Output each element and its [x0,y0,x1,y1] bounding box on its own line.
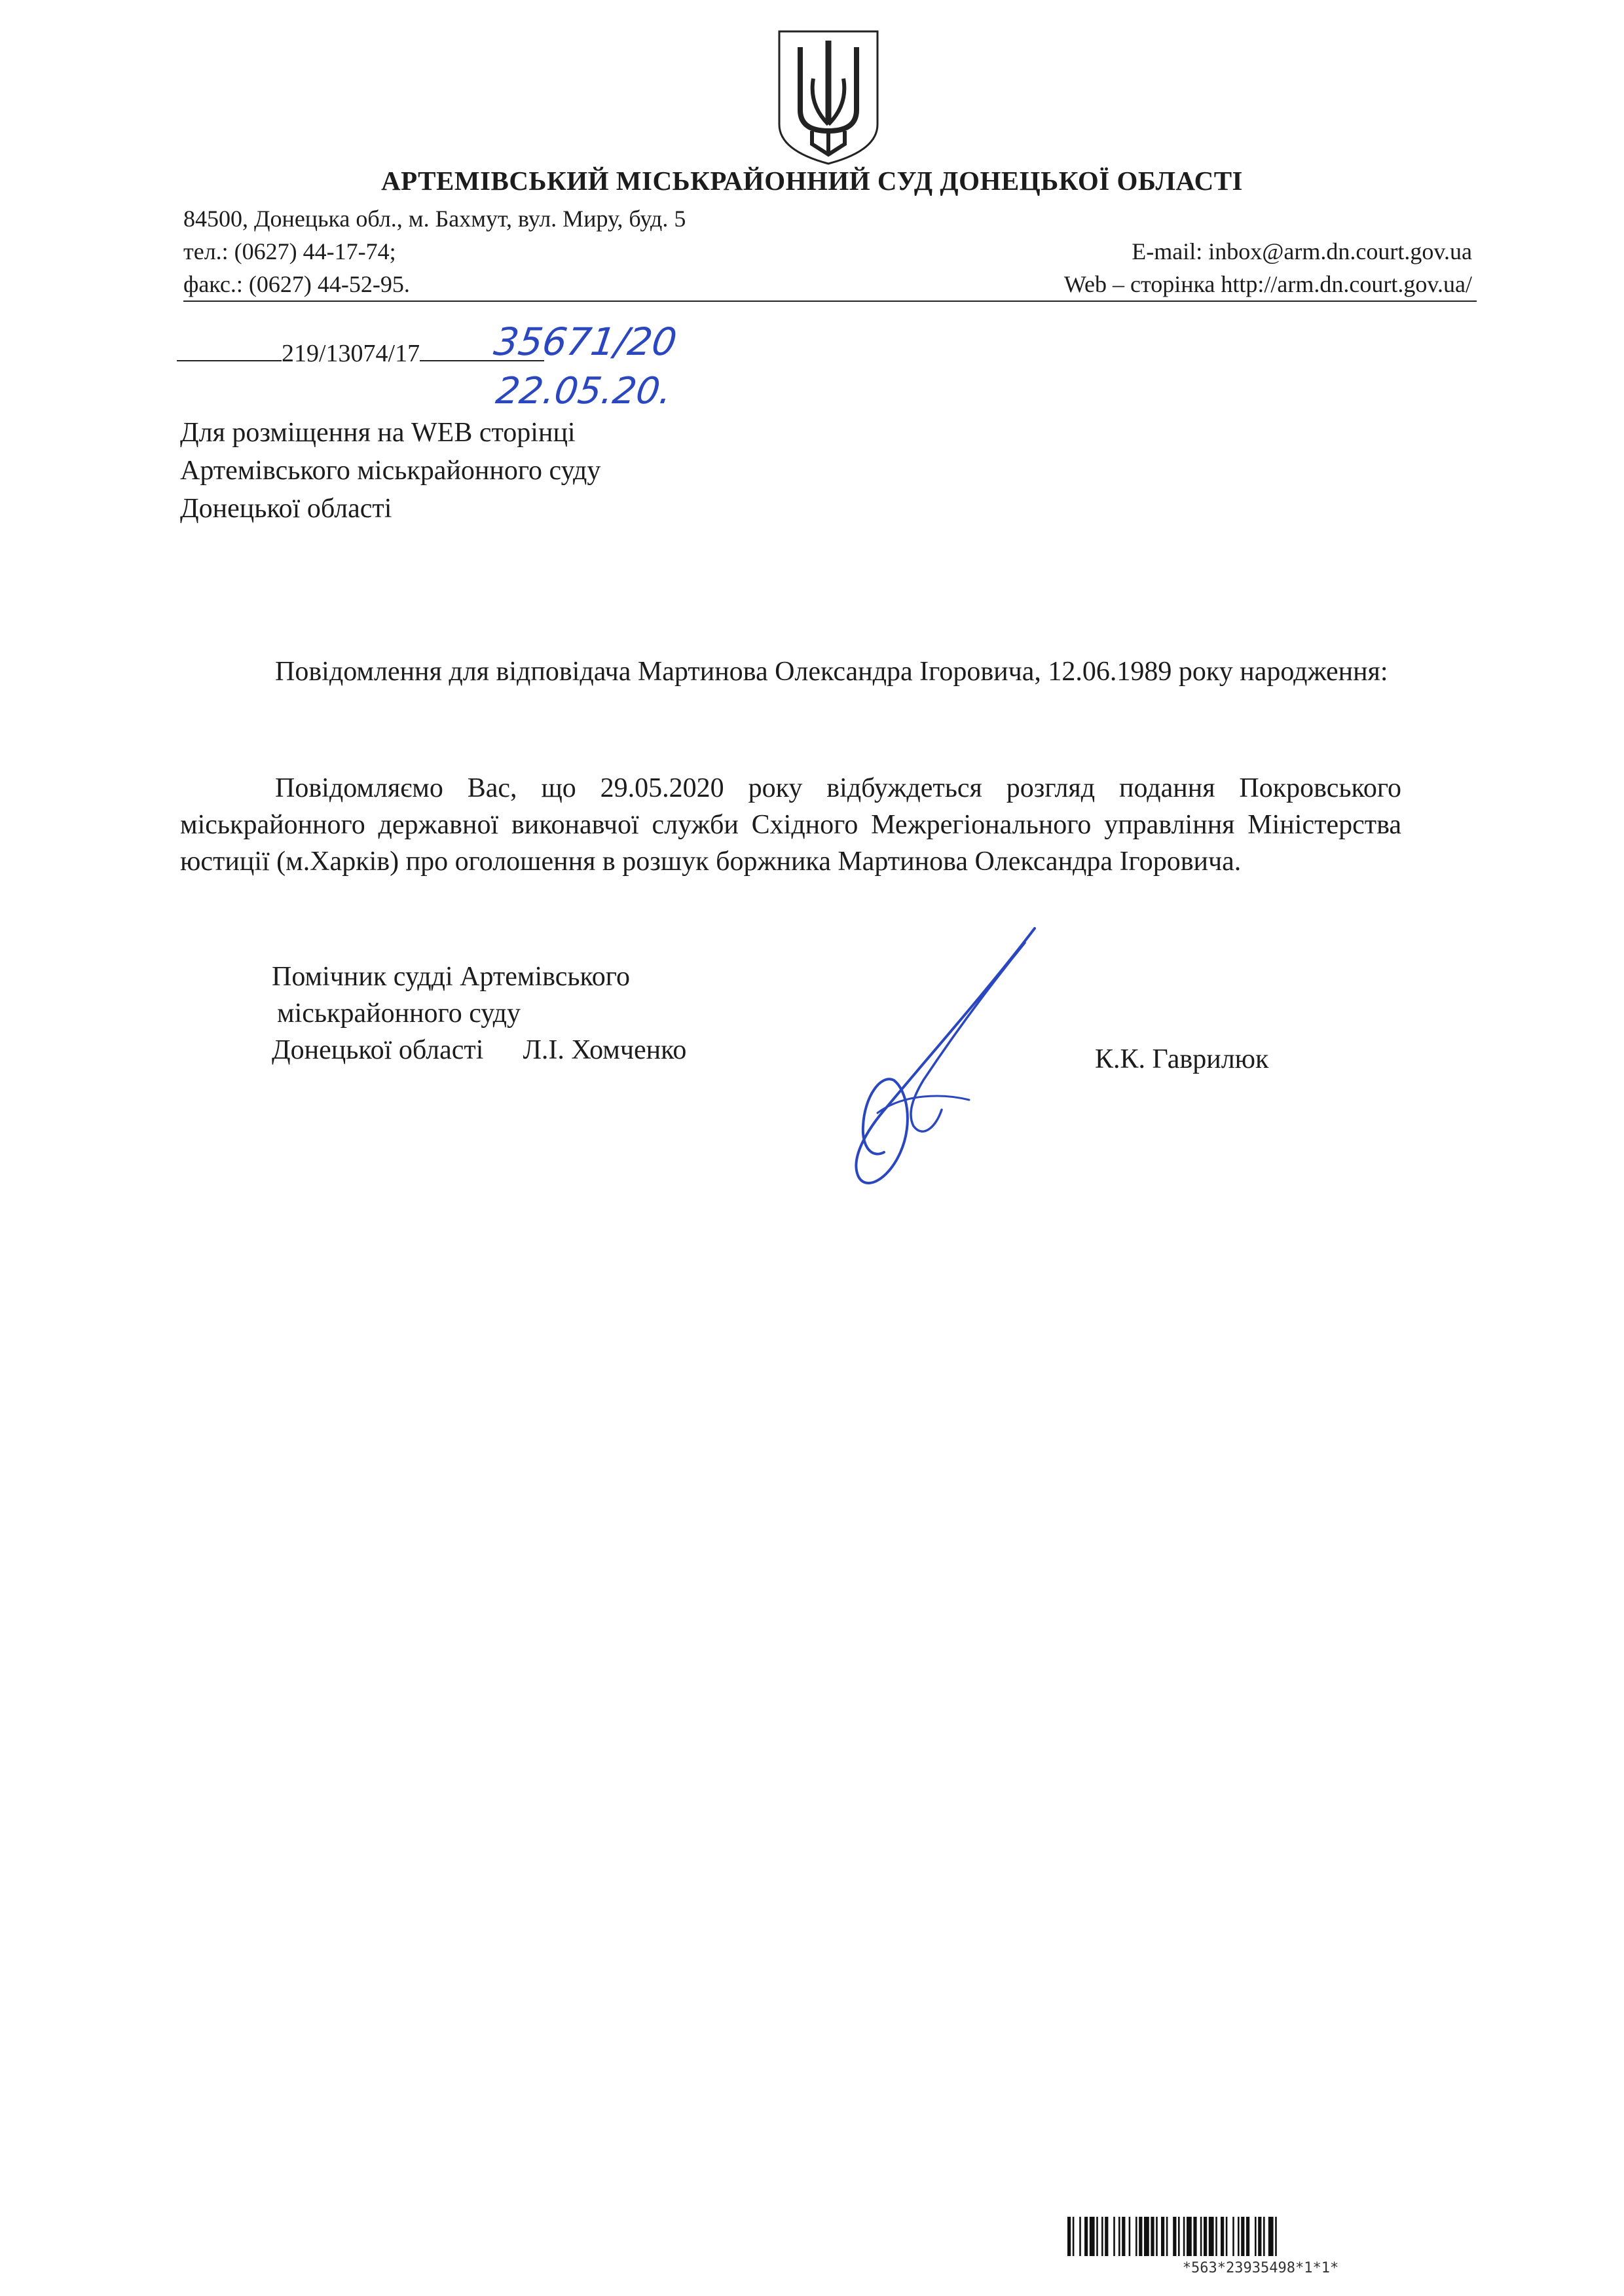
signatory-title-line: Помічник судді Артемівського [272,962,630,992]
notice-body-paragraph: Повідомляємо Вас, що 29.05.2020 року відбуждеться розгляд подання Покровського міськрайонного державної виконавчої служби Східного Межрегіонального управління Міністерства юстиції (м.Харків) про оголошення в розшук боржника Мартинова Олександра Ігоровича. [180,773,1401,877]
barcode-bar [1096,2217,1098,2256]
barcode-bar [1183,2217,1185,2256]
barcode-bar [1193,2217,1196,2256]
barcode-bar [1268,2217,1274,2256]
barcode-bar [1166,2217,1168,2256]
barcode-text: *563*23935498*1*1* [1182,2260,1339,2276]
barcode-bar [1105,2217,1108,2256]
assistant-name: Л.І. Хомченко [523,1035,687,1065]
barcode-bar [1144,2217,1149,2256]
barcode-bar [1073,2217,1075,2256]
barcode-bar [1139,2217,1142,2256]
signer-name: К.К. Гаврилюк [1095,1044,1269,1074]
barcode-bar [1118,2217,1120,2256]
coat-of-arms-icon [773,26,884,167]
barcode-bar [1178,2217,1180,2256]
handwritten-registration-number: 35671/20 [491,319,680,364]
barcode-bar [1275,2217,1277,2256]
barcode-bar [1258,2217,1261,2256]
barcode-bar [1156,2217,1158,2256]
barcode-bar [1113,2217,1115,2256]
barcode-bar [1232,2217,1234,2256]
recipient-line: Артемівського міськрайонного суду [180,456,601,486]
barcode-bar [1079,2217,1081,2256]
barcode-bar [1255,2217,1257,2256]
barcode-bar [1122,2217,1125,2256]
court-phone: тел.: (0627) 44-17-74; [183,238,396,264]
blank-underline [177,360,282,361]
barcode-bar [1101,2217,1103,2256]
barcode-bar [1200,2217,1202,2256]
barcode-bar [1173,2217,1176,2256]
barcode-bar [1209,2217,1214,2256]
barcode [1067,2217,1454,2256]
barcode-bar [1084,2217,1088,2256]
barcode-bar [1187,2217,1192,2256]
barcode-bar [1263,2217,1265,2256]
court-address: 84500, Донецька обл., м. Бахмут, вул. Миру, буд. 5 [183,206,686,232]
header-divider [183,301,1477,302]
signatory-title-line: Донецької області [272,1035,484,1065]
barcode-bar [1215,2217,1217,2256]
barcode-bar [1226,2217,1228,2256]
barcode-bar [1129,2217,1131,2256]
court-fax: факс.: (0627) 44-52-95. [183,271,410,297]
barcode-bar [1090,2217,1095,2256]
handwritten-registration-date: 22.05.20. [493,370,674,412]
outgoing-number-line [177,339,544,368]
recipient-line: Для розміщення на WEB сторінці [180,418,576,448]
court-web: Web – сторінка http://arm.dn.court.gov.ua/ [1063,271,1472,297]
signature-block [272,958,686,1068]
barcode-bar [1204,2217,1207,2256]
handwritten-signature [773,917,1048,1198]
court-name: АРТЕМІВСЬКИЙ МІСЬКРАЙОННИЙ СУД ДОНЕЦЬКОЇ ОБЛАСТІ [380,166,1244,196]
signatory-title-line: міськрайонного суду [277,998,521,1029]
barcode-bar [1161,2217,1164,2256]
recipient-block [180,414,600,528]
outgoing-number: 219/13074/17 [282,340,420,367]
barcode-bar [1151,2217,1154,2256]
barcode-bar [1246,2217,1249,2256]
notice-heading-paragraph: Повідомлення для відповідача Мартинова Олександра Ігоровича, 12.06.1989 року народження: [275,657,1388,687]
recipient-line: Донецької області [180,494,392,524]
barcode-bar [1221,2217,1224,2256]
barcode-bar [1135,2217,1137,2256]
barcode-bar [1241,2217,1244,2256]
barcode-bar [1067,2217,1071,2256]
barcode-bar [1238,2217,1240,2256]
court-email: E-mail: inbox@arm.dn.court.gov.ua [1132,238,1472,264]
